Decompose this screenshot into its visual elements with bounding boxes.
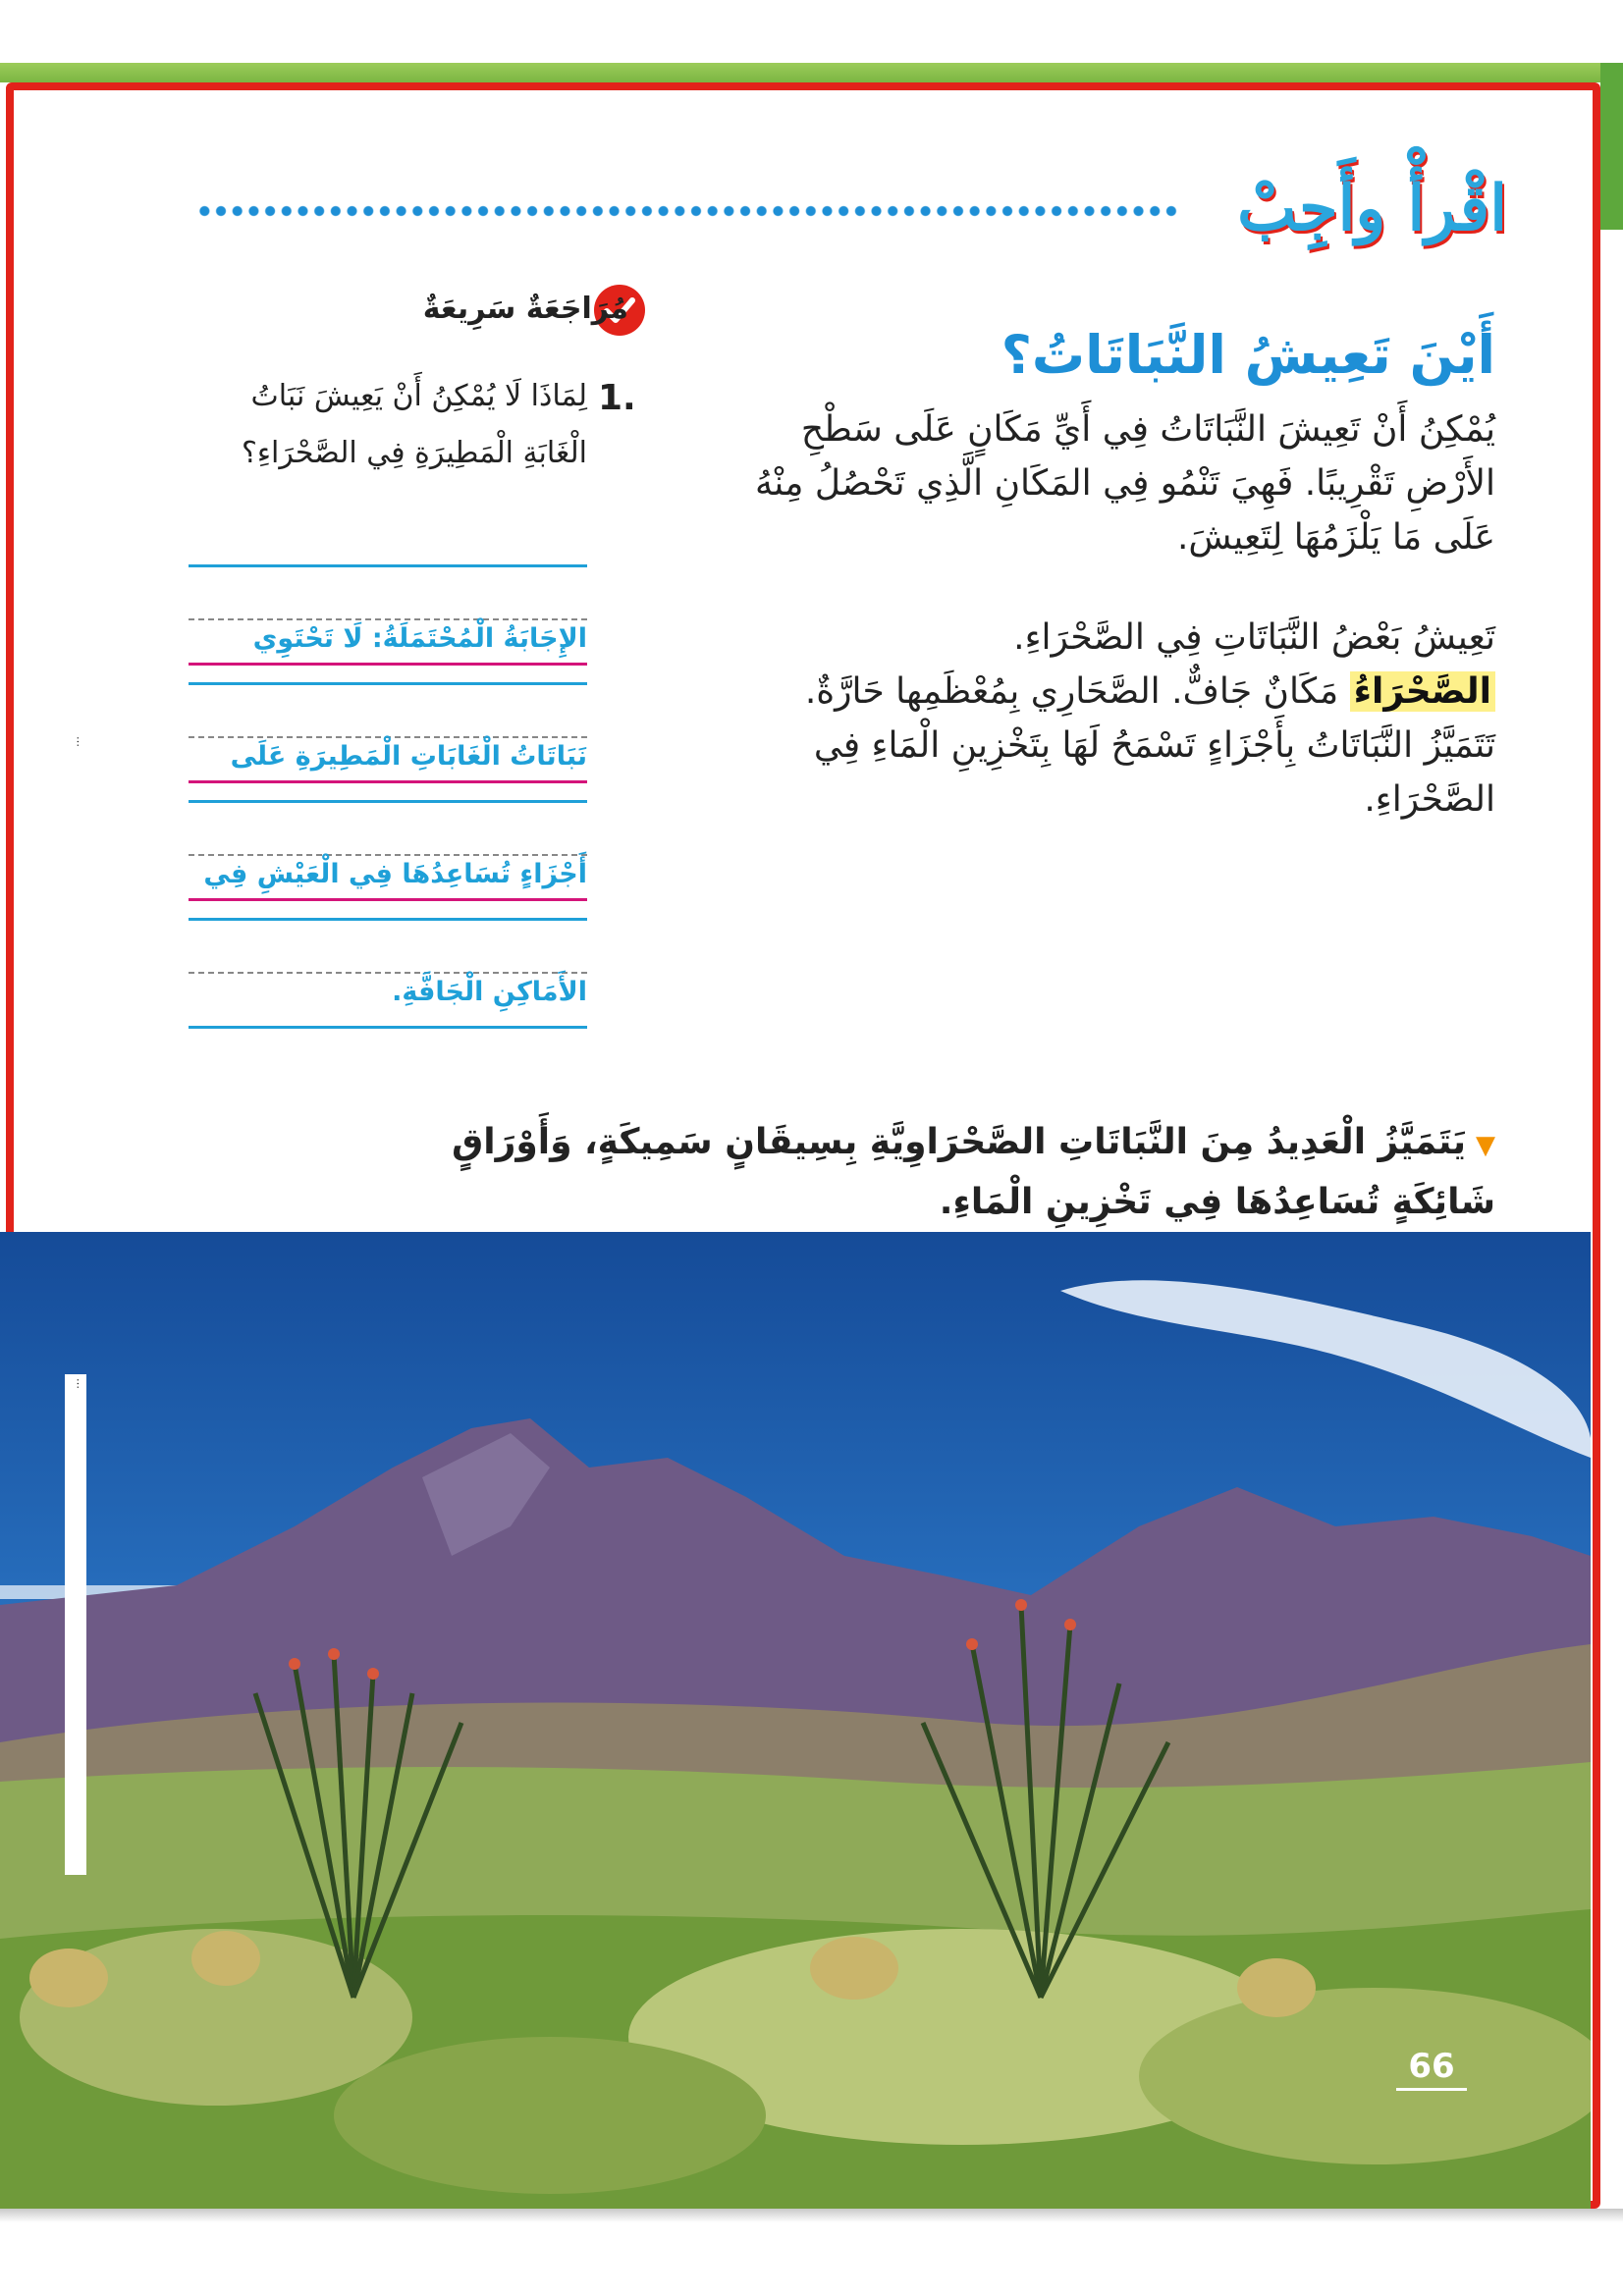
desert-photo	[0, 1232, 1591, 2209]
quick-review-title: مُرَاجَعَةٌ سَرِيعَةٌ	[422, 292, 628, 326]
paragraph-1: يُمْكِنُ أَنْ تَعِيشَ النَّبَاتَاتُ فِي أَيِّ مَكَانٍ عَلَى سَطْحِ الأَرْضِ تَقْرِيبًا. فَهِيَ تَنْمُو فِي المَكَانِ الَّذِي تَحْصُلُ مِنْهُ عَلَى مَا يَلْزَمُهَا لِتَعِيشَ.	[755, 409, 1495, 558]
top-green-band	[0, 63, 1623, 82]
answer-lines	[189, 564, 587, 1036]
section-title: اقْرأْ وأَجِبْ	[1237, 172, 1507, 245]
lesson-heading: أَيْنَ تَعِيشُ النَّبَاتَاتُ؟	[1001, 324, 1495, 386]
guide-line	[189, 1026, 587, 1029]
guide-line	[189, 618, 587, 620]
paragraph-2	[749, 611, 1495, 827]
guide-line	[189, 663, 587, 666]
photo-credit-top	[69, 736, 81, 747]
question-number: 1.	[598, 378, 636, 418]
dotted-rule	[196, 204, 1178, 218]
desert-landscape-illustration	[0, 1232, 1591, 2209]
credit-text-1: …	[69, 736, 81, 747]
guide-line	[189, 972, 587, 974]
side-tab	[1600, 63, 1623, 230]
guide-line	[189, 682, 587, 685]
vocab-term-desert: الصَّحْرَاءُ	[1350, 671, 1495, 712]
answer-line: الإِجَابَةُ الْمُحْتَمَلَةُ: لَا تَحْتَوِي	[252, 623, 587, 654]
page-number	[1396, 2047, 1467, 2091]
guide-line	[189, 898, 587, 901]
guide-line	[189, 780, 587, 783]
guide-line	[189, 918, 587, 921]
paragraph-2-rest: مَكَانٌ جَافٌّ. الصَّحَارِي بِمُعْظَمِها حَارَّةٌ. تَتَمَيَّزُ النَّبَاتَاتُ بِأَجْزَاءٍ تَسْمَحُ لَهَا بِتَخْزِينِ الْمَاءِ فِي الصَّحْرَاءِ.	[804, 671, 1495, 820]
guide-line	[189, 854, 587, 856]
caption-arrow-icon: ▼	[1476, 1131, 1495, 1160]
guide-line	[189, 736, 587, 738]
credit-text-2: …	[69, 1378, 81, 1389]
answer-line: نَبَاتَاتُ الْغَابَاتِ الْمَطِيرَةِ عَلَى	[230, 741, 587, 772]
guide-line	[189, 564, 587, 567]
answer-line: الأَمَاكِنِ الْجَافَّةِ.	[392, 977, 587, 1007]
answer-line: أَجْزَاءٍ تُسَاعِدُهَا فِي الْعَيْشِ فِي	[203, 859, 587, 889]
guide-line	[189, 800, 587, 803]
photo-credit	[65, 1374, 86, 1875]
paragraph-2-intro: تَعِيشُ بَعْضُ النَّبَاتَاتِ فِي الصَّحْرَاءِ.	[1013, 617, 1495, 658]
caption-text: يَتَمَيَّزُ الْعَدِيدُ مِنَ النَّبَاتَاتِ الصَّحْرَاوِيَّةِ بِسِيقَانٍ سَمِيكَةٍ، وَأَوْرَاقٍ شَائِكَةٍ تُسَاعِدُهَا فِي تَخْزِينِ الْمَاءِ.	[452, 1122, 1495, 1222]
photo-caption	[415, 1114, 1495, 1231]
page-number-underline	[1396, 2088, 1467, 2091]
page-number-text: 66	[1408, 2047, 1455, 2086]
bottom-shadow	[0, 2209, 1623, 2222]
question-text: لِمَاذَا لَا يُمْكِنُ أَنْ يَعِيشَ نَبَاتُ الْغَابَةِ الْمَطِيرَةِ فِي الصَّحْرَاءِ؟	[241, 379, 587, 470]
